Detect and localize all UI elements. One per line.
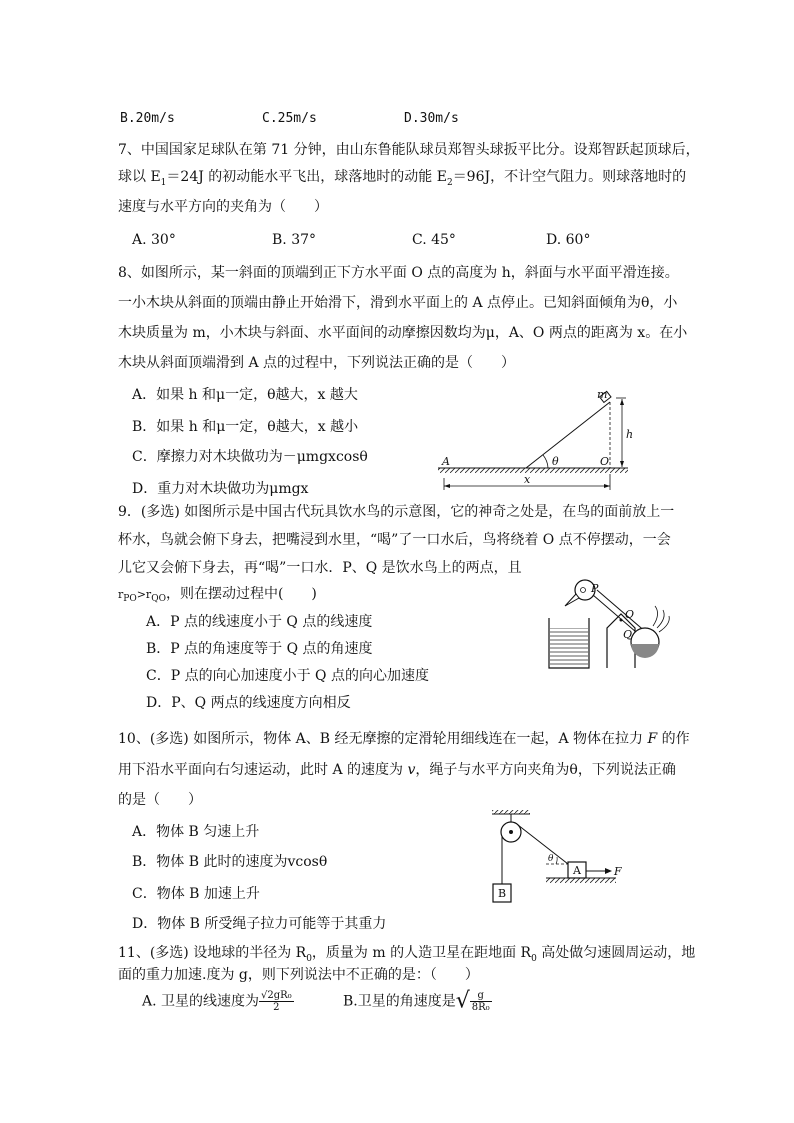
label-theta: θ (548, 854, 554, 864)
h-arrow-down (620, 461, 624, 467)
q11-option-a: A. 卫星的线速度为 $\frac{\text{√2gR₀}}{2}$ (142, 990, 292, 1013)
label-o: O (600, 455, 610, 468)
label-a: A (573, 864, 581, 877)
q10-line-2: 用下沿水平面向右匀速运动，此时 A 的速度为 v，绳子与水平方向夹角为θ，下列说法正确 (118, 762, 676, 778)
pivot-o (620, 619, 623, 622)
q9-option-d: D．P、Q 两点的线速度方向相反 (146, 695, 351, 711)
q9-line-2: 杯水，鸟就会俯下身去，把嘴浸到水里，“喝”了一口水后，鸟将绕着 O 点不停摆动，一会 (118, 532, 671, 548)
q10-option-a: A．物体 B 匀速上升 (132, 824, 260, 840)
x-arrow-left (444, 484, 450, 488)
q8-option-b: B．如果 h 和μ一定，θ越大，x 越小 (132, 419, 359, 435)
water (550, 628, 588, 667)
pulley-figure (490, 808, 630, 908)
label-p: P (591, 582, 599, 595)
q8-line-1: 8、如图所示，某一斜面的顶端到正下方水平面 O 点的高度为 h，斜面与水平面平滑连接。 (118, 265, 679, 281)
incline-figure (430, 388, 640, 494)
h-arrow-up (620, 399, 624, 405)
q9-option-b: B．P 点的角速度等于 Q 点的角速度 (146, 641, 373, 657)
q11-line-2: 面的重力加速.度为 g，则下列说法中不正确的是：（ ） (118, 967, 479, 983)
label-h: h (626, 428, 634, 441)
q10-option-b: B．物体 B 此时的速度为vcosθ (132, 854, 328, 870)
ground-hatch (438, 468, 628, 473)
label-x: x (524, 473, 531, 486)
q8-line-4: 木块从斜面顶端滑到 A 点的过程中，下列说法正确的是（ ） (118, 355, 516, 371)
label-theta: θ (552, 455, 559, 468)
bird-beak (565, 594, 579, 606)
q10-option-d: D．物体 B 所受绳子拉力可能等于其重力 (132, 916, 387, 932)
q7-line-3: 速度与水平方向的夹角为（ ） (118, 199, 328, 215)
sqrt-sign: √ (455, 988, 470, 1014)
fraction-a: $\frac{\text{√2gR₀}}{2}$ (261, 990, 292, 1013)
fraction-b: $\frac{g}{\text{8R₀}}$ (471, 990, 490, 1013)
q7-line-2: 球以 $E_1=24J$ 的初动能水平飞出，球落地时的动能 $E_2=96J$，不计空气阻力。则球落地时的 (118, 169, 687, 188)
theta-arc (543, 455, 548, 468)
pulley-axle (509, 830, 513, 834)
label-q: Q (623, 628, 633, 641)
q8-option-a: A．如果 h 和μ一定，θ越大，x 越大 (132, 387, 358, 403)
label-f: F (614, 865, 622, 878)
drinking-bird-figure (545, 570, 685, 670)
q9-option-c: C．P 点的向心加速度小于 Q 点的向心加速度 (146, 668, 429, 684)
label-m: m (597, 388, 608, 401)
q6-option-c: C.25m/s (262, 111, 317, 126)
q9-option-a: A．P 点的线速度小于 Q 点的线速度 (146, 614, 373, 630)
tail-feathers (653, 606, 669, 632)
q7-line-1: 7、中国国家足球队在第 71 分钟，由山东鲁能队球员郑智头球扳平比分。设郑智跃起顶球后， (118, 142, 700, 158)
bird-neck-2 (597, 590, 647, 633)
q8-option-d: D．重力对木块做功为μmgx (132, 481, 309, 497)
q6-option-d: D.30m/s (404, 111, 459, 126)
q8-line-2: 一小木块从斜面的顶端由静止开始滑下，滑到水平面上的 A 点停止。已知斜面倾角为θ，小 (118, 295, 678, 311)
q9-line-4: $r_{PO}>r_{QO}$，则在摆动过程中( ) (118, 586, 317, 605)
q10-line-3: 的是（ ） (118, 792, 202, 808)
q11-line-1: 11、(多选) 设地球的半径为 $R_0$，质量为 m 的人造卫星在距地面 $R_0$ 高处做匀速圆周运动，地 (118, 945, 696, 964)
q9-line-3: 儿它又会俯下身去，再“喝”一口水．P、Q 是饮水鸟上的两点，且 (118, 560, 522, 576)
theta-arc (556, 857, 557, 864)
label-b: B (498, 887, 507, 900)
q6-option-b: B.20m/s (120, 111, 175, 126)
ceiling-hatch (492, 810, 530, 814)
q8-line-3: 木块质量为 m，小木块与斜面、水平面间的动摩擦因数均为μ，A、O 两点的距离为 x。在小 (118, 325, 688, 341)
q7-option-c: C. 45° (412, 232, 456, 248)
force-arrow-head (605, 868, 612, 874)
rope-slanted (518, 825, 568, 864)
q9-line-1: 9．(多选) 如图所示是中国古代玩具饮水鸟的示意图，它的神奇之处是，在鸟的面前放上一 (118, 504, 675, 520)
label-a: A (442, 455, 450, 468)
q10-option-c: C．物体 B 加速上升 (132, 886, 260, 902)
x-arrow-right (604, 484, 610, 488)
label-o: O (625, 608, 635, 621)
q10-line-1: 10、(多选) 如图所示，物体 A、B 经无摩擦的定滑轮用细线连在一起，A 物体在拉力 F 的作 (118, 731, 690, 747)
q7-option-d: D. 60° (546, 232, 591, 248)
q11-option-b: B.卫星的角速度是√ $\frac{g}{\text{8R₀}}$ (343, 988, 490, 1014)
floor-hatch (546, 878, 616, 883)
q8-option-c: C．摩擦力对木块做功为－μmgxcosθ (132, 449, 368, 465)
q7-option-a: A. 30° (132, 232, 176, 248)
incline-line (526, 402, 610, 468)
q7-option-b: B. 37° (272, 232, 317, 248)
